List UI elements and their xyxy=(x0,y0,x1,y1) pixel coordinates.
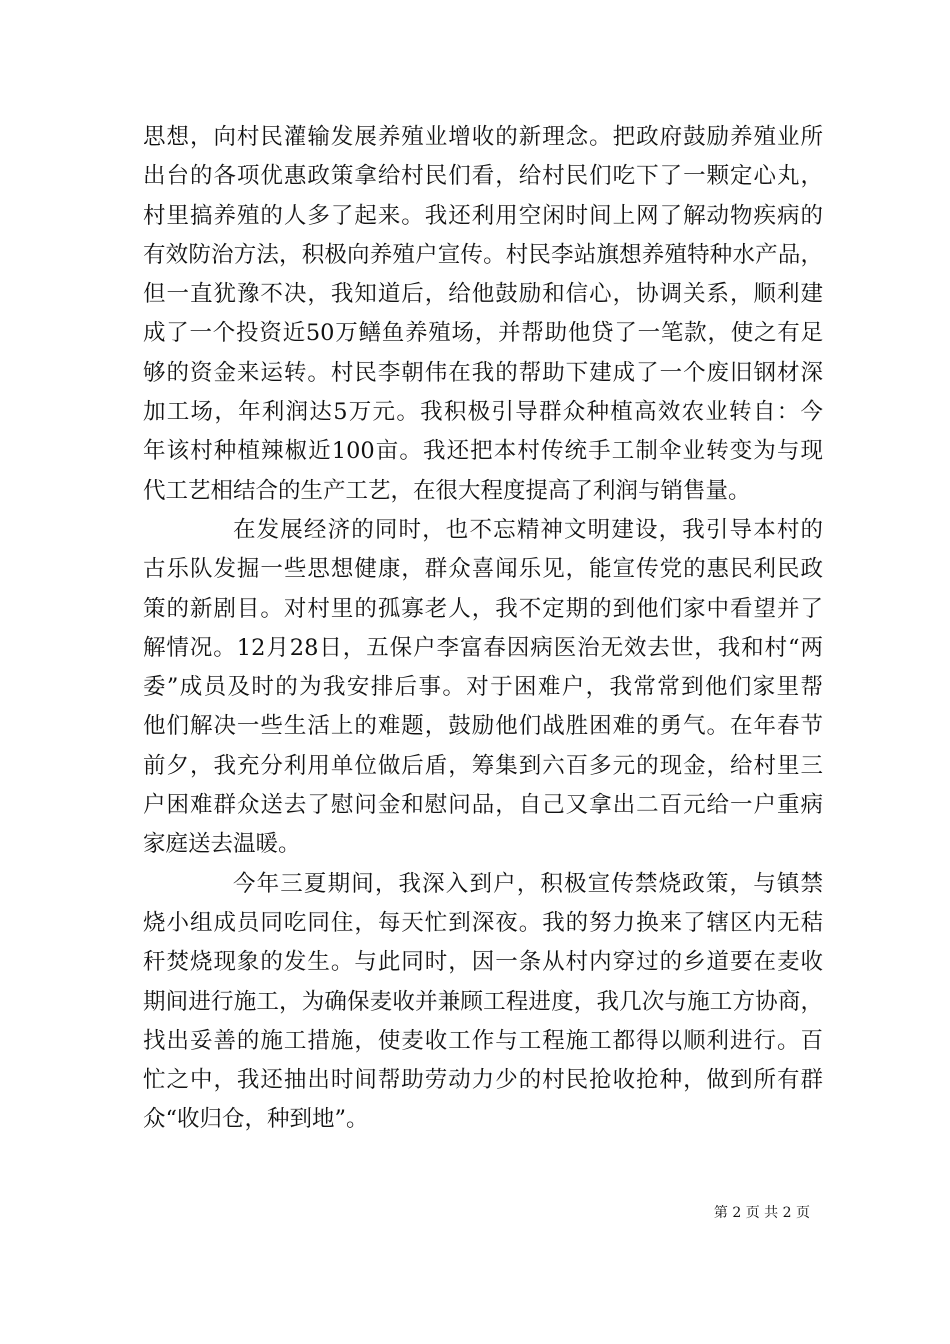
paragraph xyxy=(143,865,823,1140)
text-line: 思想，向村民灌输发展养殖业增收的新理念。把政府鼓励养殖业所 xyxy=(143,124,823,150)
text-line: 出台的各项优惠政策拿给村民们看，给村民们吃下了一颗定心丸， xyxy=(143,163,823,190)
text-line: 够的资金来运转。村民李朝伟在我的帮助下建成了一个废旧钢材深 xyxy=(143,359,823,386)
text-line: 但一直犹豫不决，我知道后，给他鼓励和信心，协调关系，顺利建 xyxy=(143,281,823,308)
text-line: 秆焚烧现象的发生。与此同时，因一条从村内穿过的乡道要在麦收 xyxy=(143,949,823,976)
page-number: 第 2 页 共 2 页 xyxy=(713,1205,810,1221)
text-line: 忙之中，我还抽出时间帮助劳动力少的村民抢收抢种，做到所有群 xyxy=(143,1067,823,1094)
text-line: 他们解决一些生活上的难题，鼓励他们战胜困难的勇气。在年春节 xyxy=(143,713,823,740)
text-line: 解情况。12月28日，五保户李富春因病医治无效去世，我和村“两 xyxy=(143,634,823,661)
text-line: 找出妥善的施工措施，使麦收工作与工程施工都得以顺利进行。百 xyxy=(143,1027,823,1054)
text-line: 前夕，我充分利用单位做后盾，筹集到六百多元的现金，给村里三 xyxy=(143,752,823,779)
paragraph xyxy=(143,118,823,511)
text-line: 村里搞养殖的人多了起来。我还利用空闲时间上网了解动物疾病的 xyxy=(143,202,823,229)
text-line: 在发展经济的同时，也不忘精神文明建设，我引导本村的 xyxy=(233,516,823,543)
text-line: 代工艺相结合的生产工艺，在很大程度提高了利润与销售量。 xyxy=(143,477,751,504)
text-line: 成了一个投资近50万鳝鱼养殖场，并帮助他贷了一笔款，使之有足 xyxy=(143,320,823,347)
text-line: 年该村种植辣椒近100亩。我还把本村传统手工制伞业转变为与现 xyxy=(143,438,823,465)
text-line: 期间进行施工，为确保麦收并兼顾工程进度，我几次与施工方协商， xyxy=(143,988,823,1015)
text-line: 策的新剧目。对村里的孤寡老人，我不定期的到他们家中看望并了 xyxy=(143,595,823,622)
text-line: 烧小组成员同吃同住，每天忙到深夜。我的努力换来了辖区内无秸 xyxy=(143,909,823,936)
text-line: 古乐队发掘一些思想健康，群众喜闻乐见，能宣传党的惠民利民政 xyxy=(143,556,823,583)
text-line: 众“收归仓，种到地”。 xyxy=(143,1106,369,1133)
text-line: 家庭送去温暖。 xyxy=(143,831,301,858)
document-body xyxy=(143,118,823,1140)
text-line: 今年三夏期间，我深入到户，积极宣传禁烧政策，与镇禁 xyxy=(233,870,823,897)
text-line: 有效防治方法，积极向养殖户宣传。村民李站旗想养殖特种水产品， xyxy=(143,241,823,268)
text-line: 户困难群众送去了慰问金和慰问品，自己又拿出二百元给一户重病 xyxy=(143,792,823,819)
text-line: 委”成员及时的为我安排后事。对于困难户，我常常到他们家里帮 xyxy=(143,674,823,701)
text-line: 加工场，年利润达5万元。我积极引导群众种植高效农业转自：今 xyxy=(143,399,823,426)
paragraph xyxy=(143,511,823,865)
